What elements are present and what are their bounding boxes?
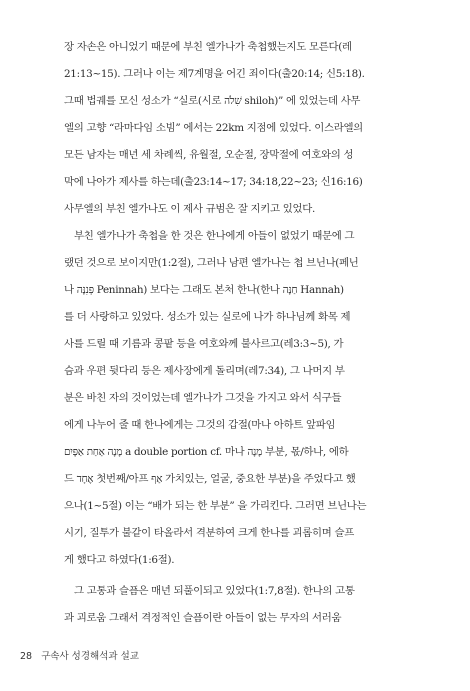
body-line: 사를 드릴 때 기름과 콩팥 등을 여호와께 불사르고(레3:3~5), 가 xyxy=(64,338,344,350)
body-line: 시기, 질투가 불같이 타올라서 격분하여 크게 한나를 괴롭히며 슬프 xyxy=(64,527,354,539)
body-line: 그때 법궤를 모신 성소가 “실로(시로 שִׁלֹה shiloh)” 에 있었는데 사무 xyxy=(64,95,361,107)
body-line: 21:13~15). 그러나 이는 제7계명을 어긴 죄이다(출20:14; 신5:18). xyxy=(64,68,365,80)
body-line: 에게 나누어 줄 때 한나에게는 그것의 갑절(마나 아하트 앞파임 xyxy=(64,419,336,431)
body-line: 드 אֶחָד 첫번째/아프 אַף 가치있는, 얼굴, 중요한 부분)을 주었다고 했 xyxy=(64,473,356,485)
body-line: 슴과 우편 뒷다리 등은 제사장에게 돌리며(레7:34), 그 나머지 부 xyxy=(64,365,345,377)
paragraph-first-line: 그 고통과 슬픔은 매년 되풀이되고 있었다(1:7,8절). 한나의 고통 xyxy=(74,585,355,597)
body-line: 모든 남자는 매년 세 차례씩, 유월절, 오순절, 장막절에 여호와의 성 xyxy=(64,149,354,161)
body-line: מָנָה אַחַת אַפָּיִם a double portion cf. 마나 מָנָה 부분, 몫/하나, 에하 xyxy=(64,446,349,458)
body-line: 분은 바친 자의 것이었는데 엘가나가 그것을 가지고 와서 식구들 xyxy=(64,392,342,404)
page-number: 28 xyxy=(20,651,33,662)
body-line: 게 했다고 하였다(1:6절). xyxy=(64,554,175,566)
body-line: 장 자손은 아니었기 때문에 부친 엘가나가 축첩했는지도 모른다(레 xyxy=(64,41,352,53)
body-line: 를 더 사랑하고 있었다. 성소가 있는 실로에 나가 하나님께 화목 제 xyxy=(64,311,351,323)
body-line: 으나(1~5절) 이는 “배가 되는 한 부분” 을 가리킨다. 그러면 브닌나는 xyxy=(64,500,367,512)
page-footer xyxy=(20,648,139,662)
body-line: 랬던 것으로 보이지만(1:2절), 그러나 남편 엘가나는 첩 브닌나(페닌 xyxy=(64,257,359,269)
paragraph-first-line: 부친 엘가나가 축첩을 한 것은 한나에게 아들이 없었기 때문에 그 xyxy=(74,230,355,242)
body-line: 사무엘의 부친 엘가나도 이 제사 규범은 잘 지키고 있었다. xyxy=(64,203,315,215)
body-line: 나 פְּנִנָּה Peninnah) 보다는 그래도 본처 한나(한나 חַנָּה Hannah) xyxy=(64,284,344,296)
body-line: 막에 나아가 제사를 하는데(출23:14~17; 34:18,22~23; 신16:16) xyxy=(64,176,363,188)
body-line: 엘의 고향 “라마다임 소빔” 에서는 22km 지점에 있었다. 이스라엘의 xyxy=(64,122,363,134)
running-title: 구속사 성경해석과 설교 xyxy=(41,651,139,662)
body-line: 과 괴로움 그래서 격정적인 슬픔이란 아들이 없는 무자의 서러움 xyxy=(64,612,342,624)
